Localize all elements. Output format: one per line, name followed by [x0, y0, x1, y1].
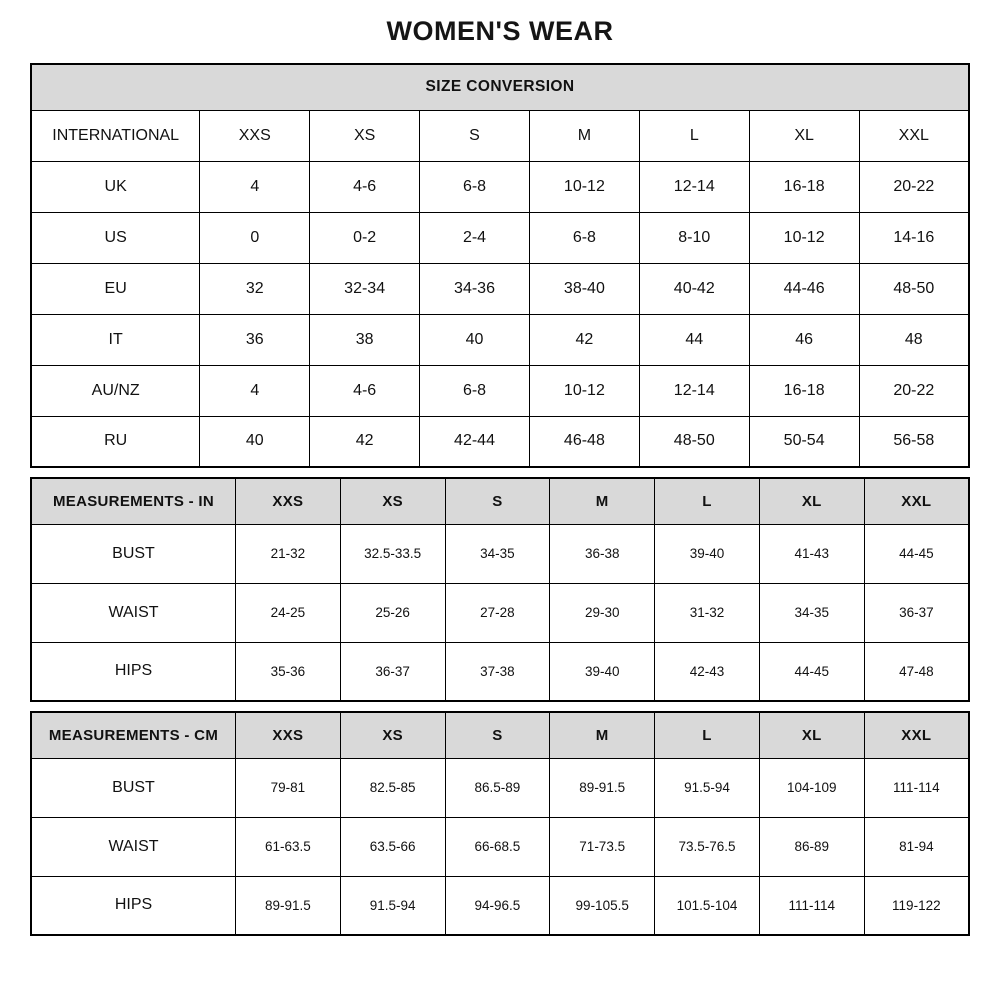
value-cell: 89-91.5	[550, 758, 655, 817]
value-cell: 119-122	[864, 876, 969, 935]
value-cell: 40	[420, 314, 530, 365]
value-cell: 40-42	[639, 263, 749, 314]
value-cell: 0-2	[310, 212, 420, 263]
value-cell: XS	[340, 712, 445, 758]
row-header-cell: HIPS	[31, 876, 235, 935]
value-cell: 44-45	[864, 524, 969, 583]
value-cell: 6-8	[529, 212, 639, 263]
value-cell: 4	[200, 365, 310, 416]
table-row	[31, 817, 969, 876]
value-cell: L	[655, 478, 760, 524]
value-cell: XXS	[235, 712, 340, 758]
value-cell: 82.5-85	[340, 758, 445, 817]
value-cell: 66-68.5	[445, 817, 550, 876]
value-cell: 86.5-89	[445, 758, 550, 817]
value-cell: 8-10	[639, 212, 749, 263]
value-cell: 42	[310, 416, 420, 467]
value-cell: 47-48	[864, 642, 969, 701]
table-row	[31, 583, 969, 642]
measurements-in-header-row	[31, 478, 969, 524]
value-cell: 38	[310, 314, 420, 365]
value-cell: 41-43	[759, 524, 864, 583]
value-cell: 10-12	[529, 161, 639, 212]
value-cell: 44-46	[749, 263, 859, 314]
row-header-cell: HIPS	[31, 642, 235, 701]
value-cell: S	[445, 478, 550, 524]
value-cell: 79-81	[235, 758, 340, 817]
value-cell: 99-105.5	[550, 876, 655, 935]
value-cell: 10-12	[529, 365, 639, 416]
value-cell: M	[550, 712, 655, 758]
value-cell: S	[445, 712, 550, 758]
table-row	[31, 642, 969, 701]
value-cell: 111-114	[864, 758, 969, 817]
table-row	[31, 758, 969, 817]
value-cell: 71-73.5	[550, 817, 655, 876]
table-row	[31, 263, 969, 314]
value-cell: XXS	[200, 110, 310, 161]
value-cell: 36-37	[340, 642, 445, 701]
value-cell: 32.5-33.5	[340, 524, 445, 583]
value-cell: XXL	[864, 712, 969, 758]
measurements-in-body	[31, 524, 969, 701]
value-cell: 111-114	[759, 876, 864, 935]
value-cell: 14-16	[859, 212, 969, 263]
value-cell: 89-91.5	[235, 876, 340, 935]
value-cell: 42-44	[420, 416, 530, 467]
size-conversion-table	[30, 63, 970, 468]
value-cell: 4-6	[310, 161, 420, 212]
value-cell: XL	[759, 478, 864, 524]
value-cell: 104-109	[759, 758, 864, 817]
value-cell: 20-22	[859, 365, 969, 416]
value-cell: 48-50	[639, 416, 749, 467]
value-cell: 31-32	[655, 583, 760, 642]
value-cell: XXL	[859, 110, 969, 161]
value-cell: 61-63.5	[235, 817, 340, 876]
value-cell: XS	[310, 110, 420, 161]
value-cell: 39-40	[655, 524, 760, 583]
value-cell: 20-22	[859, 161, 969, 212]
measurements-cm-table	[30, 711, 970, 936]
row-header-cell: WAIST	[31, 583, 235, 642]
value-cell: 36	[200, 314, 310, 365]
value-cell: XS	[340, 478, 445, 524]
table-row	[31, 110, 969, 161]
row-header-cell: EU	[31, 263, 200, 314]
value-cell: S	[420, 110, 530, 161]
value-cell: 48	[859, 314, 969, 365]
table-row	[31, 524, 969, 583]
value-cell: L	[655, 712, 760, 758]
value-cell: XXL	[864, 478, 969, 524]
value-cell: XXS	[235, 478, 340, 524]
row-header-cell: MEASUREMENTS - IN	[31, 478, 235, 524]
value-cell: 91.5-94	[655, 758, 760, 817]
value-cell: XL	[749, 110, 859, 161]
value-cell: 12-14	[639, 161, 749, 212]
row-header-cell: BUST	[31, 758, 235, 817]
value-cell: 48-50	[859, 263, 969, 314]
table-row	[31, 161, 969, 212]
row-header-cell: INTERNATIONAL	[31, 110, 200, 161]
measurements-cm-body	[31, 758, 969, 935]
value-cell: 4	[200, 161, 310, 212]
row-header-cell: IT	[31, 314, 200, 365]
value-cell: 32	[200, 263, 310, 314]
value-cell: 6-8	[420, 161, 530, 212]
row-header-cell: UK	[31, 161, 200, 212]
value-cell: 36-37	[864, 583, 969, 642]
row-header-cell: AU/NZ	[31, 365, 200, 416]
value-cell: 46	[749, 314, 859, 365]
value-cell: 38-40	[529, 263, 639, 314]
value-cell: 36-38	[550, 524, 655, 583]
value-cell: 4-6	[310, 365, 420, 416]
value-cell: 34-35	[759, 583, 864, 642]
value-cell: 34-35	[445, 524, 550, 583]
table-row	[31, 314, 969, 365]
value-cell: 39-40	[550, 642, 655, 701]
table-row	[31, 416, 969, 467]
row-header-cell: MEASUREMENTS - CM	[31, 712, 235, 758]
value-cell: 40	[200, 416, 310, 467]
value-cell: M	[550, 478, 655, 524]
table-row	[31, 365, 969, 416]
measurements-cm-header-row	[31, 712, 969, 758]
value-cell: 16-18	[749, 365, 859, 416]
value-cell: 6-8	[420, 365, 530, 416]
value-cell: 32-34	[310, 263, 420, 314]
value-cell: 42-43	[655, 642, 760, 701]
value-cell: 94-96.5	[445, 876, 550, 935]
table-row	[31, 212, 969, 263]
value-cell: 101.5-104	[655, 876, 760, 935]
row-header-cell: US	[31, 212, 200, 263]
row-header-cell: WAIST	[31, 817, 235, 876]
value-cell: 35-36	[235, 642, 340, 701]
value-cell: 63.5-66	[340, 817, 445, 876]
value-cell: 16-18	[749, 161, 859, 212]
table-row	[31, 876, 969, 935]
value-cell: 56-58	[859, 416, 969, 467]
value-cell: 25-26	[340, 583, 445, 642]
value-cell: 44	[639, 314, 749, 365]
value-cell: 91.5-94	[340, 876, 445, 935]
value-cell: 44-45	[759, 642, 864, 701]
value-cell: 24-25	[235, 583, 340, 642]
row-header-cell: RU	[31, 416, 200, 467]
value-cell: 37-38	[445, 642, 550, 701]
value-cell: XL	[759, 712, 864, 758]
value-cell: 50-54	[749, 416, 859, 467]
value-cell: 29-30	[550, 583, 655, 642]
value-cell: 46-48	[529, 416, 639, 467]
value-cell: 73.5-76.5	[655, 817, 760, 876]
size-conversion-title: SIZE CONVERSION	[31, 64, 969, 110]
value-cell: 0	[200, 212, 310, 263]
value-cell: 34-36	[420, 263, 530, 314]
row-header-cell: BUST	[31, 524, 235, 583]
value-cell: 10-12	[749, 212, 859, 263]
value-cell: M	[529, 110, 639, 161]
value-cell: L	[639, 110, 749, 161]
value-cell: 12-14	[639, 365, 749, 416]
page-title: WOMEN'S WEAR	[386, 16, 614, 46]
size-conversion-body	[31, 110, 969, 467]
value-cell: 2-4	[420, 212, 530, 263]
value-cell: 86-89	[759, 817, 864, 876]
value-cell: 81-94	[864, 817, 969, 876]
value-cell: 27-28	[445, 583, 550, 642]
measurements-in-table	[30, 477, 970, 702]
size-conversion-title-row	[31, 64, 969, 110]
value-cell: 42	[529, 314, 639, 365]
value-cell: 21-32	[235, 524, 340, 583]
